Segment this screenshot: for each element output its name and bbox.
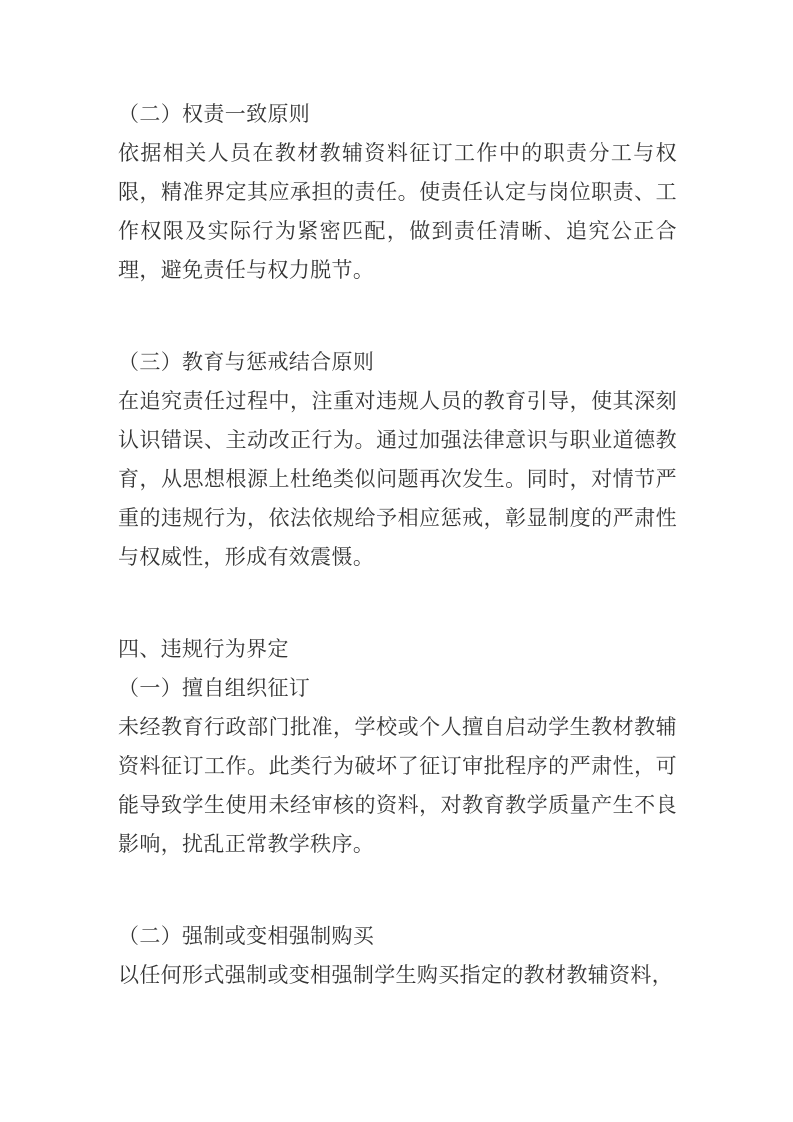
subsection-heading-unauthorized-ordering: （一）擅自组织征订 [118, 676, 311, 700]
paragraph-unauthorized-ordering: 未经教育行政部门批准，学校或个人擅自启动学生教材教辅资料征订工作。此类行为破坏了征订审批程序的严肃性，可能导致学生使用未经审核的资料，对教育教学质量产生不良影响，扰乱正常教学秩序。 [118, 715, 677, 856]
subsection-heading-forced-purchase: （二）强制或变相强制购买 [118, 924, 375, 948]
paragraph-power-responsibility-principle: 依据相关人员在教材教辅资料征订工作中的职责分工与权限，精准界定其应承担的责任。使责任认定与岗位职责、工作权限及实际行为紧密匹配，做到责任清晰、追究公正合理，避免责任与权力脱节。 [118, 141, 677, 282]
section-heading-violation-definition: 四、违规行为界定 [118, 637, 289, 661]
subsection-heading-power-responsibility-principle: （二）权责一致原则 [118, 102, 311, 126]
subsection-heading-education-punishment-principle: （三）教育与惩戒结合原则 [118, 350, 375, 374]
paragraph-education-punishment-principle: 在追究责任过程中，注重对违规人员的教育引导，使其深刻认识错误、主动改正行为。通过加强法律意识与职业道德教育，从思想根源上杜绝类似问题再次发生。同时，对情节严重的违规行为，依法依规给予相应惩戒，彰显制度的严肃性与权威性，形成有效震慑。 [118, 389, 677, 569]
paragraph-forced-purchase: 以任何形式强制或变相强制学生购买指定的教材教辅资料， [118, 963, 674, 987]
